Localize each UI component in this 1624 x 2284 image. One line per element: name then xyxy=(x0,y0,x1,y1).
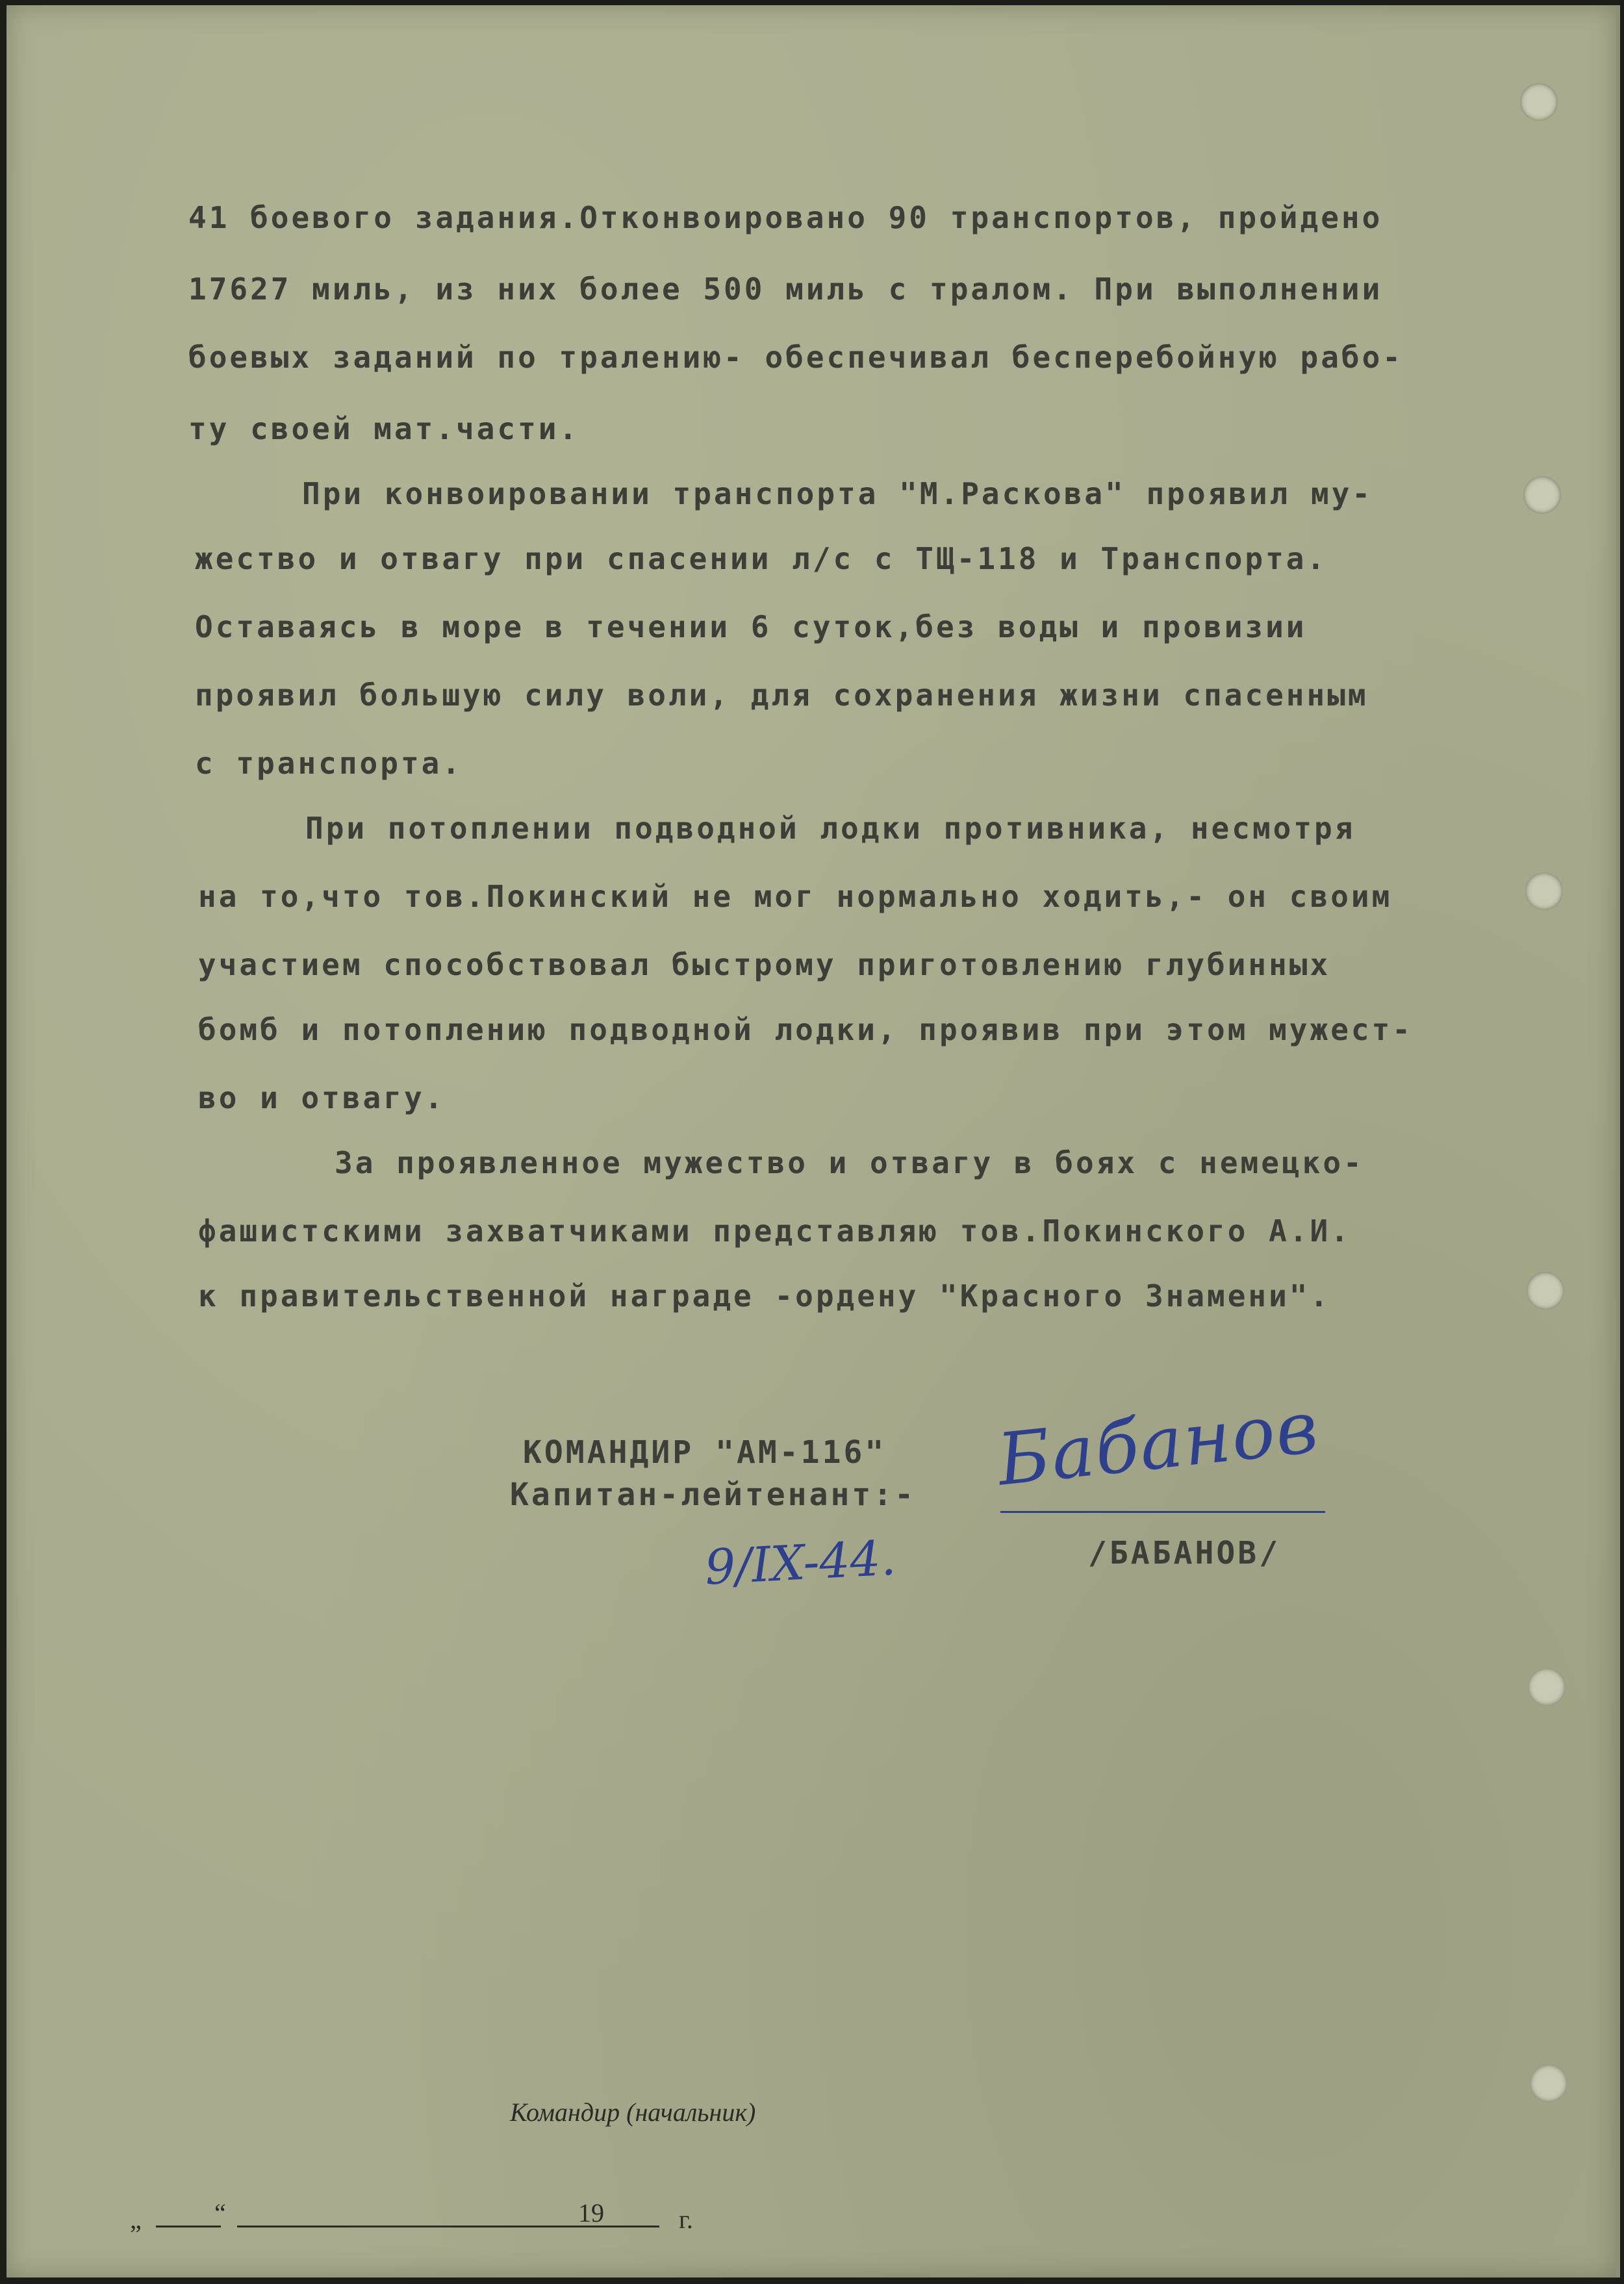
date-open-quote: „ xyxy=(130,2205,142,2234)
signer-title: КОМАНДИР "АМ-116" xyxy=(523,1434,887,1471)
text-line: к правительственной награде -ордену "Красного Знамени". xyxy=(198,1278,1331,1313)
text-line: ту своей мат.части. xyxy=(188,411,580,446)
year-prefix: 19 xyxy=(578,2198,604,2227)
day-blank xyxy=(156,2226,221,2227)
text-line: жество и отвагу при спасении л/с с ТЩ-118 и Транспорта. xyxy=(195,541,1328,576)
signature-underline xyxy=(1000,1511,1325,1513)
text-line: боевых заданий по тралению- обеспечивал бесперебойную рабо- xyxy=(188,340,1403,375)
text-line: фашистскими захватчиками представляю тов.Покинского А.И. xyxy=(198,1213,1351,1249)
punch-hole xyxy=(1530,2064,1567,2102)
punch-hole xyxy=(1525,872,1563,910)
handwritten-date: 9/IX-44. xyxy=(703,1530,898,1596)
punch-hole xyxy=(1523,476,1561,514)
punch-hole xyxy=(1527,1272,1564,1310)
commander-label: Командир (начальник) xyxy=(510,2098,756,2127)
text-line: 17627 миль, из них более 500 миль с тралом. При выполнении xyxy=(188,272,1383,307)
signer-rank: Капитан-лейтенант:- xyxy=(510,1477,917,1513)
month-blank xyxy=(237,2226,578,2227)
year-suffix: г. xyxy=(679,2205,693,2234)
document-page xyxy=(6,5,1620,2278)
text-line: За проявленное мужество и отвагу в боях с немецко- xyxy=(335,1145,1364,1180)
text-line: на то,что тов.Покинский не мог нормально ходить,- он своим xyxy=(198,879,1393,914)
text-line: При конвоировании транспорта "М.Раскова" проявил му- xyxy=(302,476,1373,511)
handwritten-signature: Бабанов xyxy=(993,1385,1323,1502)
text-line: При потоплении подводной лодки противника, несмотря xyxy=(305,811,1356,846)
punch-hole xyxy=(1520,83,1558,121)
text-line: бомб и потоплению подводной лодки, проявив при этом мужест- xyxy=(198,1012,1413,1047)
year-blank xyxy=(578,2226,659,2227)
text-line: Оставаясь в море в течении 6 суток,без воды и провизии xyxy=(195,609,1307,644)
date-close-quote: “ xyxy=(214,2198,226,2227)
text-line: с транспорта. xyxy=(195,746,463,781)
text-line: участием способствовал быстрому приготовлению глубинных xyxy=(198,947,1331,982)
text-line: во и отвагу. xyxy=(198,1080,446,1115)
text-line: проявил большую силу воли, для сохранения жизни спасенным xyxy=(195,678,1369,713)
signer-name: /БАБАНОВ/ xyxy=(1088,1535,1281,1571)
punch-hole xyxy=(1528,1668,1566,1706)
text-line: 41 боевого задания.Отконвоировано 90 транспортов, пройдено xyxy=(188,200,1383,235)
